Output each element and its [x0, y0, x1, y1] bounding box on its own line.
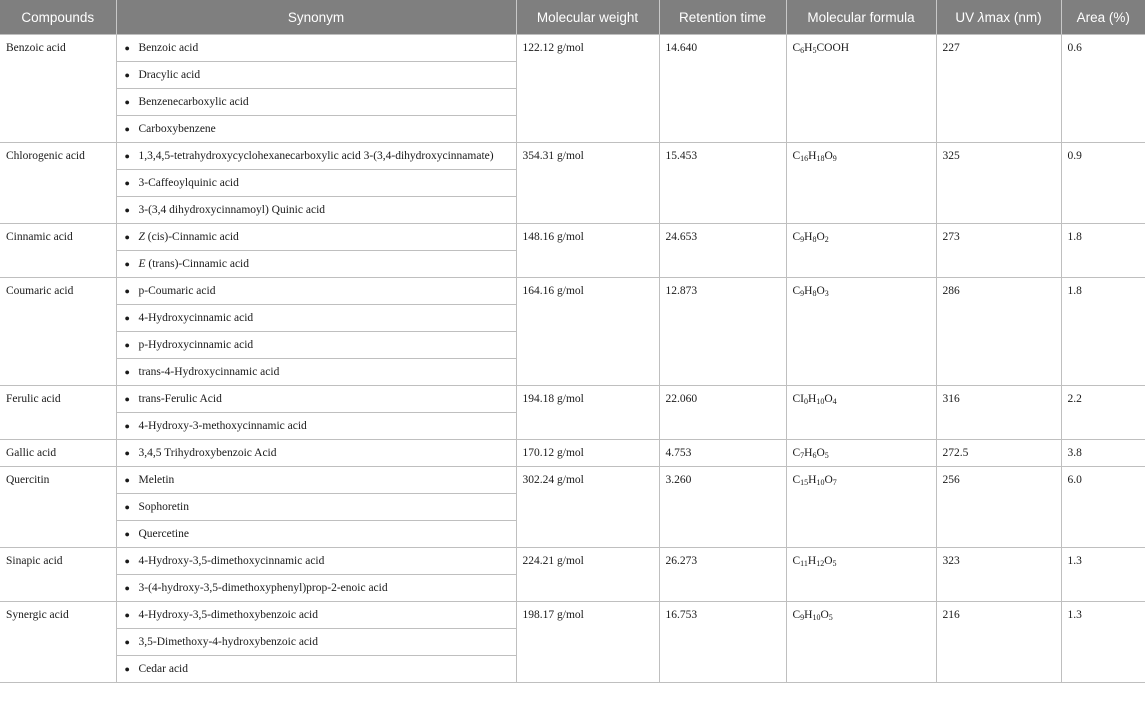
synonym-cell: [116, 521, 516, 548]
bullet-icon: ●: [124, 259, 130, 269]
synonym-text: trans-Ferulic Acid: [138, 393, 222, 405]
bullet-icon: ●: [124, 637, 130, 647]
retention-time: 15.453: [659, 143, 786, 224]
synonym-cell: [116, 359, 516, 386]
synonym-text: Cedar acid: [138, 663, 188, 675]
molecular-weight: 354.31 g/mol: [516, 143, 659, 224]
synonym-cell: [116, 629, 516, 656]
header-retention-time: Retention time: [659, 0, 786, 35]
retention-time: 12.873: [659, 278, 786, 386]
synonym-cell: [116, 224, 516, 251]
molecular-formula: $C_7H_6O_5$: [786, 440, 936, 467]
synonym-text: 3,5-Dimethoxy-4-hydroxybenzoic acid: [138, 636, 318, 648]
synonym-cell: [116, 143, 516, 170]
synonym-cell: [116, 305, 516, 332]
molecular-weight: 302.24 g/mol: [516, 467, 659, 548]
uv-lambda-max: 323: [936, 548, 1061, 602]
molecular-formula: $C_9H_8O_3$: [786, 278, 936, 386]
bullet-icon: ●: [124, 97, 130, 107]
bullet-icon: ●: [124, 367, 130, 377]
synonym-text: Sophoretin: [138, 501, 189, 513]
molecular-formula: $C_{11}H_{12}O_5$: [786, 548, 936, 602]
retention-time: 16.753: [659, 602, 786, 683]
retention-time: 22.060: [659, 386, 786, 440]
uv-lambda-max: 216: [936, 602, 1061, 683]
bullet-icon: ●: [124, 556, 130, 566]
compound-name: Benzoic acid: [0, 35, 116, 143]
synonym-cell: [116, 494, 516, 521]
bullet-icon: ●: [124, 664, 130, 674]
bullet-icon: ●: [124, 340, 130, 350]
synonym-text: Meletin: [138, 474, 175, 486]
table-row: [0, 386, 1145, 413]
retention-time: 4.753: [659, 440, 786, 467]
uv-lambda-max: 273: [936, 224, 1061, 278]
molecular-formula: $C_9H_{10}O_5$: [786, 602, 936, 683]
synonym-text: 3-(4-hydroxy-3,5-dimethoxyphenyl)prop-2-enoic acid: [138, 582, 388, 594]
table-row: [0, 224, 1145, 251]
synonym-text: E (trans)-Cinnamic acid: [138, 258, 249, 270]
molecular-weight: 198.17 g/mol: [516, 602, 659, 683]
synonym-cell: [116, 62, 516, 89]
synonym-cell: [116, 116, 516, 143]
table-row: [0, 467, 1145, 494]
area-percent: 2.2: [1061, 386, 1145, 440]
table-row: [0, 440, 1145, 467]
header-molecular-weight: Molecular weight: [516, 0, 659, 35]
area-percent: 0.6: [1061, 35, 1145, 143]
synonym-text: p-Coumaric acid: [138, 285, 216, 297]
area-percent: 1.3: [1061, 602, 1145, 683]
table-row: [0, 278, 1145, 305]
synonym-text: trans-4-Hydroxycinnamic acid: [138, 366, 280, 378]
synonym-cell: [116, 656, 516, 683]
uv-lambda-max: 256: [936, 467, 1061, 548]
bullet-icon: ●: [124, 151, 130, 161]
synonym-cell: [116, 278, 516, 305]
bullet-icon: ●: [124, 313, 130, 323]
molecular-weight: 148.16 g/mol: [516, 224, 659, 278]
synonym-cell: [116, 251, 516, 278]
uv-lambda-max: 316: [936, 386, 1061, 440]
synonym-cell: [116, 548, 516, 575]
uv-lambda-max: 227: [936, 35, 1061, 143]
molecular-weight: 122.12 g/mol: [516, 35, 659, 143]
synonym-cell: [116, 467, 516, 494]
molecular-weight: 170.12 g/mol: [516, 440, 659, 467]
table-row: [0, 35, 1145, 62]
molecular-formula: $C_{15}H_{10}O_7$: [786, 467, 936, 548]
synonym-text: 1,3,4,5-tetrahydroxycyclohexanecarboxylic acid 3-(3,4-dihydroxycinnamate): [138, 150, 494, 162]
area-percent: 1.3: [1061, 548, 1145, 602]
synonym-text: 4-Hydroxy-3-methoxycinnamic acid: [138, 420, 307, 432]
bullet-icon: ●: [124, 286, 130, 296]
synonym-cell: [116, 197, 516, 224]
area-percent: 1.8: [1061, 278, 1145, 386]
synonym-text: 4-Hydroxycinnamic acid: [138, 312, 254, 324]
retention-time: 26.273: [659, 548, 786, 602]
bullet-icon: ●: [124, 70, 130, 80]
synonym-cell: [116, 413, 516, 440]
molecular-weight: 194.18 g/mol: [516, 386, 659, 440]
area-percent: 3.8: [1061, 440, 1145, 467]
area-percent: 0.9: [1061, 143, 1145, 224]
molecular-formula: $C_9H_8O_2$: [786, 224, 936, 278]
table-row: [0, 548, 1145, 575]
compound-name: Cinnamic acid: [0, 224, 116, 278]
bullet-icon: ●: [124, 610, 130, 620]
synonym-text: 3-Caffeoylquinic acid: [138, 177, 239, 189]
synonym-cell: [116, 386, 516, 413]
header-row: [0, 0, 1145, 35]
header-molecular-formula: Molecular formula: [786, 0, 936, 35]
header-synonym: Synonym: [116, 0, 516, 35]
synonym-text: 4-Hydroxy-3,5-dimethoxycinnamic acid: [138, 555, 325, 567]
area-percent: 1.8: [1061, 224, 1145, 278]
bullet-icon: ●: [124, 124, 130, 134]
compound-name: Synergic acid: [0, 602, 116, 683]
bullet-icon: ●: [124, 178, 130, 188]
synonym-text: 3-(3,4 dihydroxycinnamoyl) Quinic acid: [138, 204, 326, 216]
compound-name: Chlorogenic acid: [0, 143, 116, 224]
compound-name: Coumaric acid: [0, 278, 116, 386]
synonym-text: Dracylic acid: [138, 69, 201, 81]
molecular-formula: $C_{16}H_{18}O_9$: [786, 143, 936, 224]
synonym-text: 4-Hydroxy-3,5-dimethoxybenzoic acid: [138, 609, 318, 621]
synonym-cell: [116, 170, 516, 197]
molecular-formula: $C_6H_5COOH$: [786, 35, 936, 143]
synonym-text: 3,4,5 Trihydroxybenzoic Acid: [138, 447, 277, 459]
retention-time: 24.653: [659, 224, 786, 278]
bullet-icon: ●: [124, 448, 130, 458]
bullet-icon: ●: [124, 421, 130, 431]
bullet-icon: ●: [124, 232, 130, 242]
bullet-icon: ●: [124, 502, 130, 512]
bullet-icon: ●: [124, 583, 130, 593]
synonym-cell: [116, 35, 516, 62]
table-row: [0, 602, 1145, 629]
molecular-weight: 224.21 g/mol: [516, 548, 659, 602]
molecular-formula: $CI_0H_{10}O_4$: [786, 386, 936, 440]
table-row: [0, 143, 1145, 170]
bullet-icon: ●: [124, 205, 130, 215]
compound-name: Quercitin: [0, 467, 116, 548]
compound-name: Ferulic acid: [0, 386, 116, 440]
bullet-icon: ●: [124, 475, 130, 485]
synonym-text: Carboxybenzene: [138, 123, 216, 135]
synonym-cell: [116, 440, 516, 467]
retention-time: 14.640: [659, 35, 786, 143]
header-compounds: Compounds: [0, 0, 116, 35]
bullet-icon: ●: [124, 529, 130, 539]
synonym-cell: [116, 575, 516, 602]
uv-lambda-max: 325: [936, 143, 1061, 224]
synonym-cell: [116, 89, 516, 116]
uv-lambda-max: 272.5: [936, 440, 1061, 467]
uv-lambda-max: 286: [936, 278, 1061, 386]
synonym-cell: [116, 602, 516, 629]
synonym-text: Quercetine: [138, 528, 189, 540]
molecular-weight: 164.16 g/mol: [516, 278, 659, 386]
table-body: [0, 35, 1145, 683]
retention-time: 3.260: [659, 467, 786, 548]
header-uv-lambda-max: UV λmax (nm): [936, 0, 1061, 35]
area-percent: 6.0: [1061, 467, 1145, 548]
synonym-text: Z (cis)-Cinnamic acid: [138, 231, 239, 243]
synonym-text: Benzoic acid: [138, 42, 199, 54]
bullet-icon: ●: [124, 394, 130, 404]
bullet-icon: ●: [124, 43, 130, 53]
compound-name: Sinapic acid: [0, 548, 116, 602]
compound-name: Gallic acid: [0, 440, 116, 467]
synonym-text: Benzenecarboxylic acid: [138, 96, 249, 108]
synonym-cell: [116, 332, 516, 359]
header-area: Area (%): [1061, 0, 1145, 35]
synonym-text: p-Hydroxycinnamic acid: [138, 339, 254, 351]
